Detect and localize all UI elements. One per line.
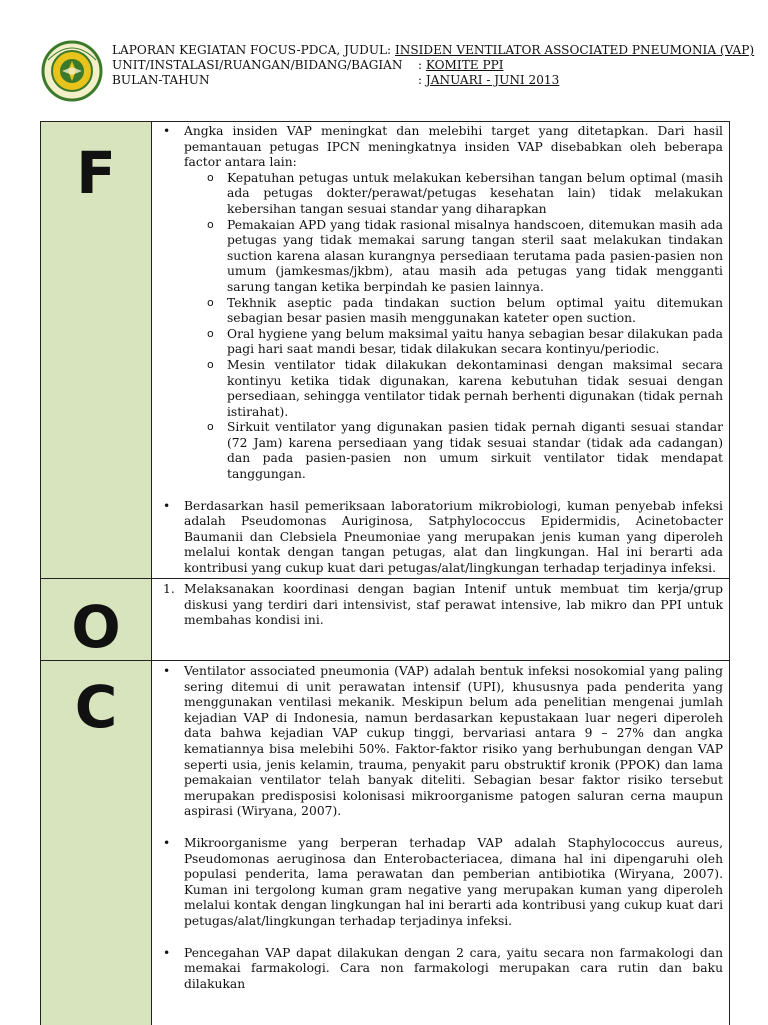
unit-line — [112, 58, 754, 73]
letter-o: O — [71, 593, 121, 661]
row-c-content — [157, 664, 723, 992]
focus-pdca-table — [40, 121, 730, 1025]
row-divider — [41, 660, 729, 661]
document-header — [36, 38, 755, 108]
sub-item: o Kepatuhan petugas untuk melakukan kebersihan tangan belum optimal (masih ada petugas dokter/perawat/petugas kesehatan lain) tidak melakukan kebersihan tangan sesuai standar yang diharapkan — [157, 171, 723, 218]
report-title-prefix: LAPORAN KEGIATAN FOCUS-PDCA, JUDUL: — [112, 43, 395, 57]
item-text: Melaksanakan koordinasi dengan bagian Intenif untuk membuat tim kerja/grup diskusi yang terdiri dari intensivist, staf perawat intensive, lab mikro dan PPI untuk membahas kondisi ini. — [184, 582, 723, 628]
unit-label: UNIT/INSTALASI/RUANGAN/BIDANG/BAGIAN — [112, 58, 403, 72]
item-number: 1. — [163, 582, 175, 596]
numbered-item — [157, 582, 723, 629]
sub-item: o Oral hygiene yang belum maksimal yaitu hanya sebagian besar dilakukan pada pagi hari saat mandi besar, tidak dilakukan secara kontinyu/periodic. — [157, 327, 723, 358]
report-title: INSIDEN VENTILATOR ASSOCIATED PNEUMONIA (VAP) — [394, 43, 755, 57]
row-o-content — [157, 582, 723, 629]
period-colon: : — [418, 73, 426, 87]
sub-item: o Pemakaian APD yang tidak rasional misalnya handscoen, ditemukan masih ada petugas yang tidak memakai sarung tangan steril saat melakukan tindakan suction karena alasan kurangnya persediaan terutama pada pasien-pasien non umum (jamkesmas/jkbm), atau masih ada petugas yang tidak mengganti sarung tangan ketika berpindah ke pasien lainnya. — [157, 218, 723, 296]
report-title-line — [112, 43, 754, 58]
letter-c: C — [74, 673, 118, 741]
period-value: JANUARI - JUNI 2013 — [425, 73, 560, 87]
sub-item: o Tekhnik aseptic pada tindakan suction belum optimal yaitu ditemukan sebagian besar pasien masih menggunakan kateter open suction. — [157, 296, 723, 327]
bullet-item: • Mikroorganisme yang berperan terhadap VAP adalah Staphylococcus aureus, Pseudomonas aeruginosa dan Enterobacteriacea, dimana hal ini dipengaruhi oleh populasi penderita, lama perawatan dan pemberian antibiotika (Wiryana, 2007). Kuman ini tergolong kuman gram negative yang merupakan kuman yang diperoleh melalui kontak dengan lingkungan hal ini berarti ada kontribusi yang cukup kuat dari petugas/alat/lingkungan terhadap terjadinya infeksi. — [157, 836, 723, 930]
bullet-item: • Pencegahan VAP dapat dilakukan dengan 2 cara, yaitu secara non farmakologi dan memakai farmakologi. Cara non farmakologi merupakan cara rutin dan baku dilakukan — [157, 946, 723, 993]
sub-item: o Mesin ventilator tidak dilakukan dekontaminasi dengan maksimal secara kontinyu ketika tidak digunakan, karena kebutuhan tidak sesuai dengan persediaan, sehingga ventilator tidak pernah berhenti digunakan (tidak pernah istirahat). — [157, 358, 723, 420]
hospital-logo — [36, 40, 108, 102]
letter-column — [41, 122, 152, 1025]
bullet-item: • Ventilator associated pneumonia (VAP) adalah bentuk infeksi nosokomial yang paling sering ditemui di unit perawatan intensif (UPI), khususnya pada penderita yang menggunakan ventilasi mekanik. Meskipun belum ada penelitian mengenai jumlah kejadian VAP di Indonesia, namun berdasarkan kepustakaan luar negeri diperoleh data bahwa kejadian VAP cukup tinggi, bervariasi antara 9 – 27% dan angka kematiannya bisa melebihi 50%. Faktor-faktor risiko yang berhubungan dengan VAP seperti usia, jenis kelamin, trauma, penyakit paru obstruktif kronik (PPOK) dan lama pemakaian ventilator telah banyak diteliti. Sebagian besar faktor risiko tersebut merupakan predisposisi kolonisasi mikroorganisme patogen saluran cerna maupun aspirasi (Wiryana, 2007). — [157, 664, 723, 820]
period-label: BULAN-TAHUN — [112, 73, 210, 87]
unit-colon: : — [418, 58, 426, 72]
bullet-item: • Berdasarkan hasil pemeriksaan laboratorium mikrobiologi, kuman penyebab infeksi adalah Pseudomonas Auriginosa, Satphylococcus Epidermidis, Acinetobacter Baumanii dan Clebsiela Pneumoniae yang merupakan jenis kuman yang diperoleh melalui kontak dengan tangan petugas, alat dan lingkungan. Hal ini berarti ada kontribusi yang cukup kuat dari petugas/alat/lingkungan terhadap terjadinya infeksi. — [157, 499, 723, 577]
period-line — [112, 73, 754, 88]
sub-item: o Sirkuit ventilator yang digunakan pasien tidak pernah diganti sesuai standar (72 Jam) karena persediaan yang tidak sesuai standar (tidak ada cadangan) dan pada pasien-pasien non umum sirkuit ventilator tidak mendapat tanggungan. — [157, 420, 723, 482]
row-divider — [41, 578, 729, 579]
row-f-content — [157, 124, 723, 577]
bullet-item: • Angka insiden VAP meningkat dan melebihi target yang ditetapkan. Dari hasil pemantauan petugas IPCN meningkatnya insiden VAP disebabkan oleh beberapa factor antara lain: — [157, 124, 723, 171]
letter-f: F — [76, 139, 116, 207]
sub-list — [157, 171, 723, 483]
unit-value: KOMITE PPI — [425, 58, 504, 72]
